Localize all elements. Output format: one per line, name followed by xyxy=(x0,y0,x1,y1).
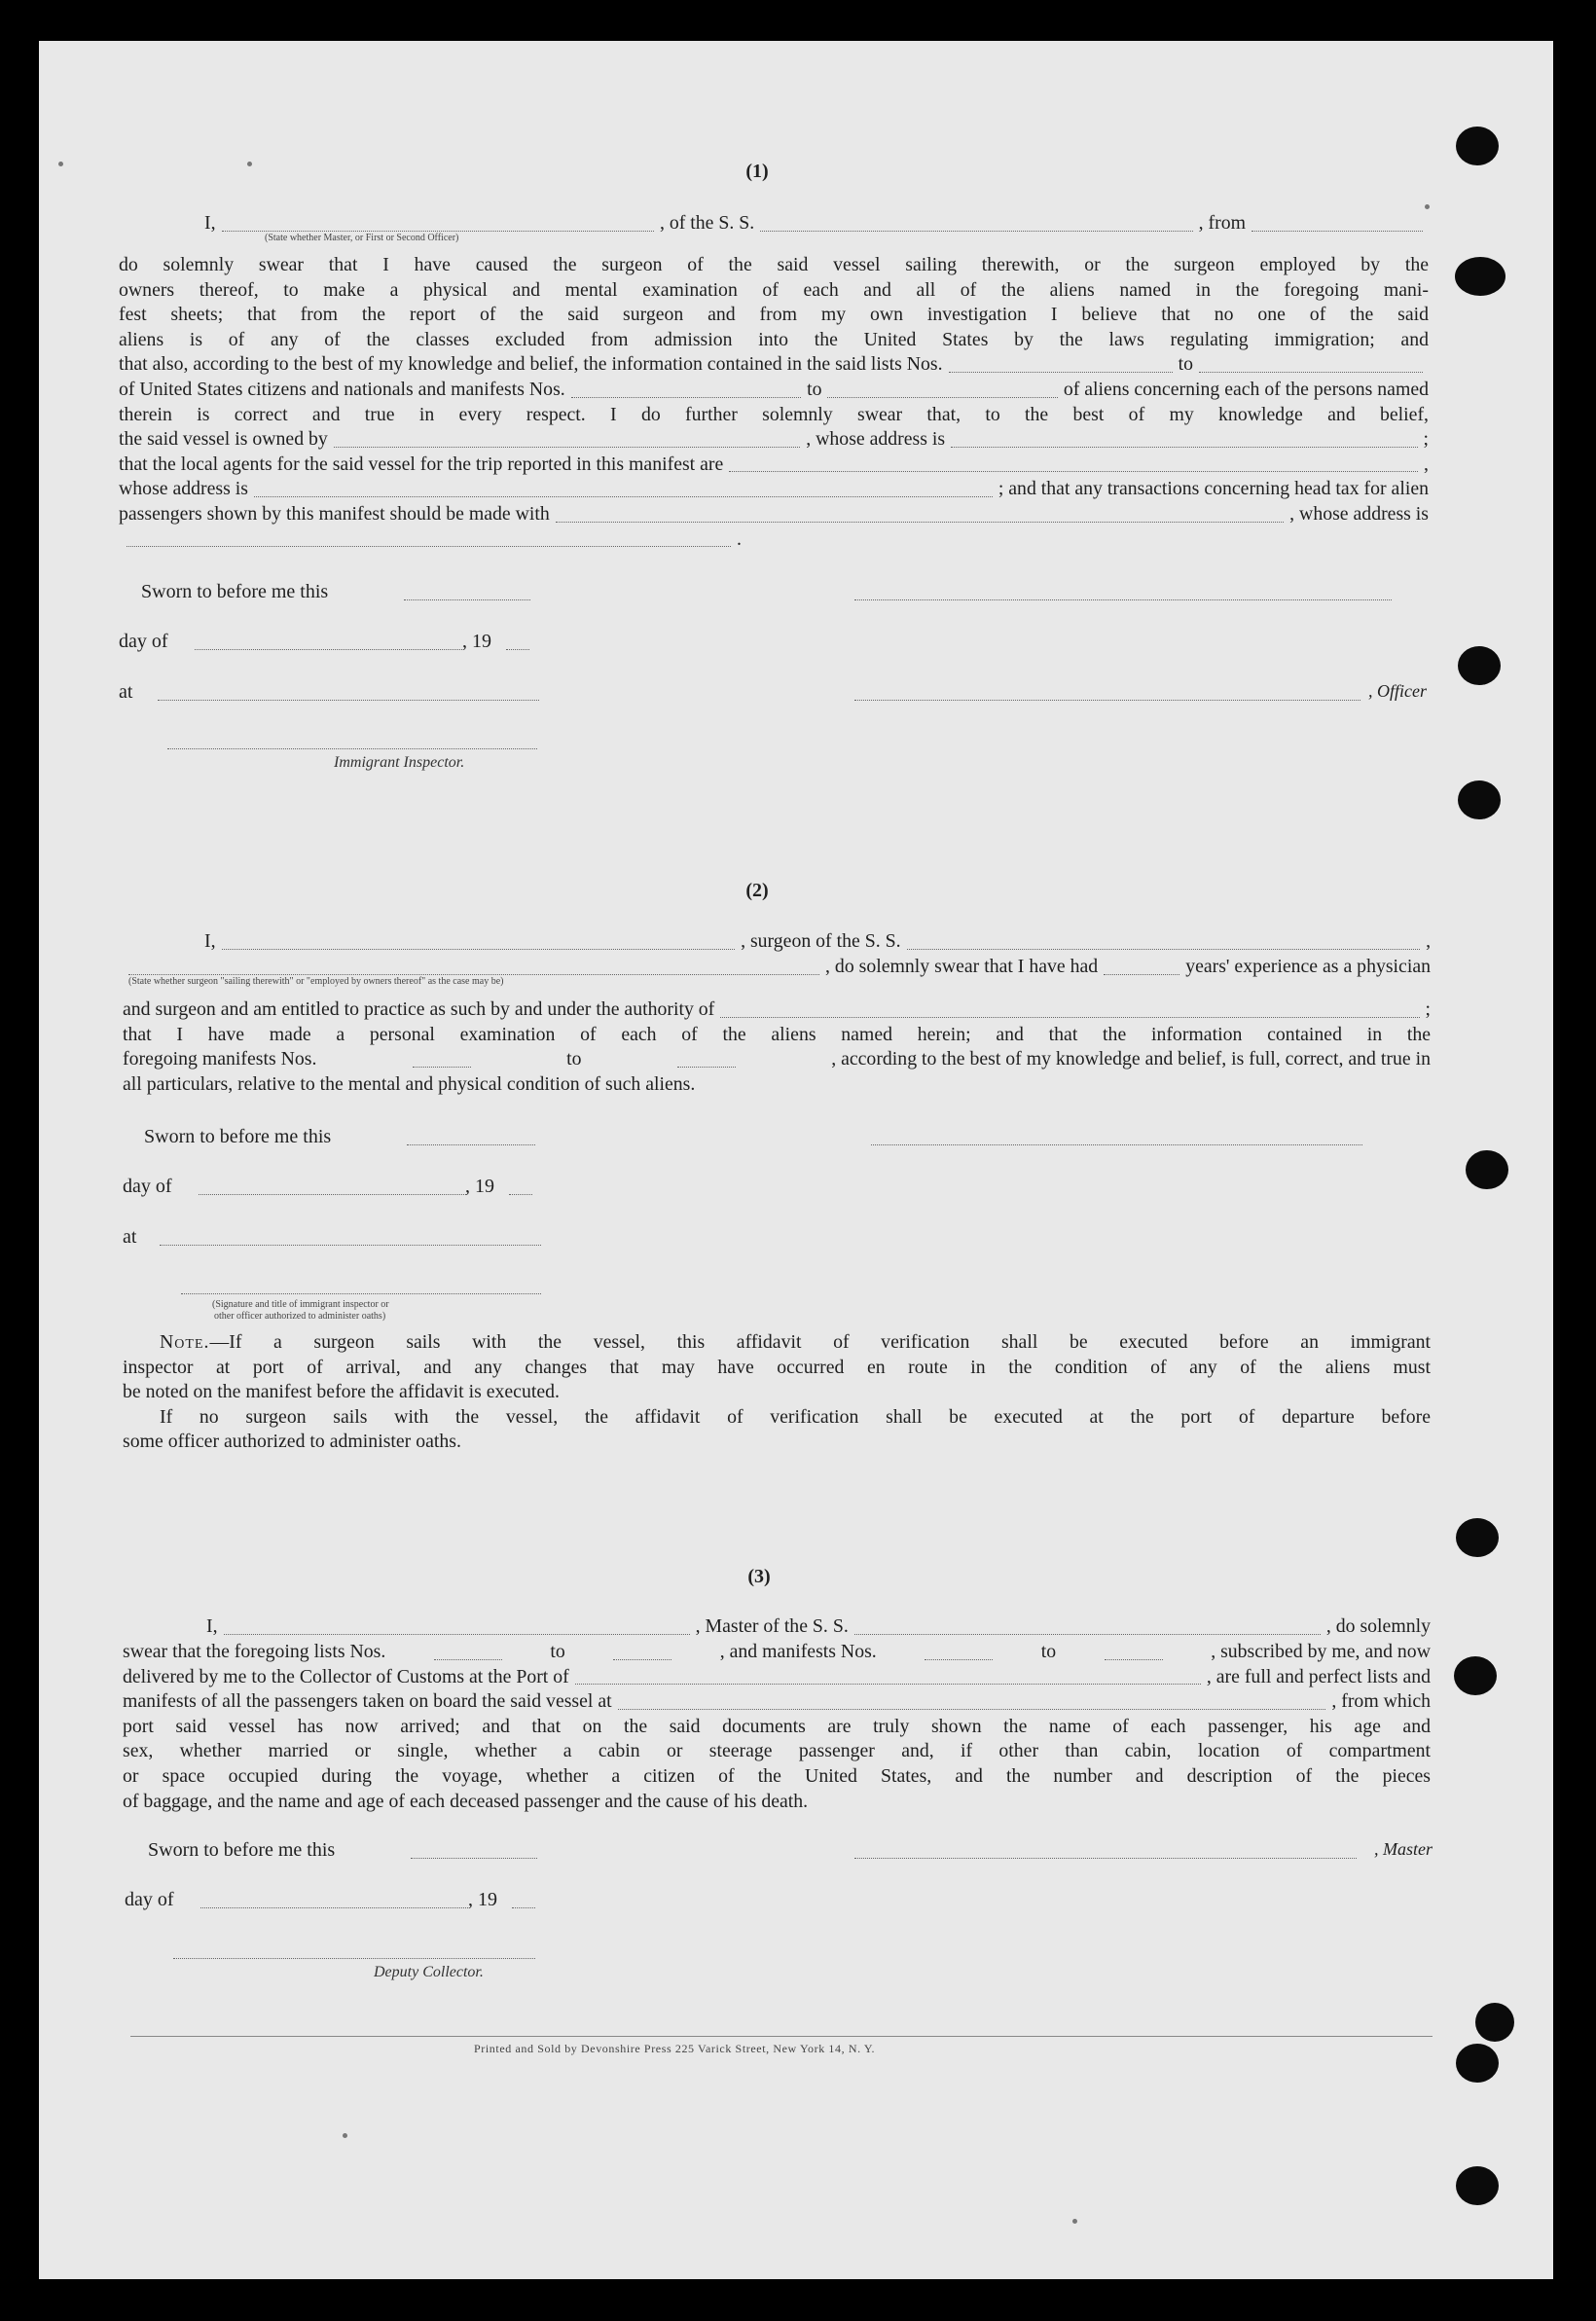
section-1-officer-field[interactable] xyxy=(854,700,1360,701)
speck xyxy=(247,162,252,166)
section-1-at-label: at xyxy=(119,681,133,703)
speck xyxy=(58,162,63,166)
punch-hole xyxy=(1466,1150,1508,1189)
section-1-day-of-field[interactable] xyxy=(195,649,462,650)
section-2-inspector-signature-field[interactable] xyxy=(181,1293,541,1294)
punch-hole xyxy=(1454,1656,1497,1695)
section-2-sworn-label: Sworn to before me this xyxy=(144,1126,332,1147)
section-1-officer-label: , Officer xyxy=(1368,681,1427,701)
section-2-line-2: , do solemnly swear that I have had years' experience as a physician xyxy=(123,955,1431,980)
section-3-year-label: , 19 xyxy=(468,1889,497,1910)
punch-hole xyxy=(1456,2166,1499,2205)
section-2-sworn-date-field[interactable] xyxy=(407,1144,535,1145)
section-3-master-label: , Master xyxy=(1374,1839,1433,1859)
section-1-officer-signature-field[interactable] xyxy=(854,599,1392,600)
section-2-number: (2) xyxy=(745,880,769,901)
section-2-day-of-label: day of xyxy=(123,1176,172,1197)
section-2-surgeon-signature-field[interactable] xyxy=(871,1144,1362,1145)
section-3-master-signature-field[interactable] xyxy=(854,1858,1357,1859)
section-2-body: and surgeon and am entitled to practice as such by and under the authority of ; that I have made a personal examination of each of the aliens named herein; and that the information contained in the foregoing manifests Nos. to , according to the best of my knowledge and belief, is full, correct, and true in all particulars, relative to the mental and physical condition of such aliens. xyxy=(123,998,1431,1095)
speck xyxy=(343,2133,347,2138)
section-3-body: swear that the foregoing lists Nos. to , and manifests Nos. to , subscribed by me, and now delivered by me to the Collector of Customs at the Port of , are full and perfect lists and manifests of all the passengers taken on board the said vessel at , from which port said vessel has now arrived; and that on the said documents are truly shown the name of each passenger, his age and sex, whether married or single, whether a cabin or steerage passenger and, if other than cabin, location of compartment or space occupied during the voyage, whether a citizen of the United States, and the number and description of the pieces of baggage, and the name and age of each deceased passenger and the cause of his death. xyxy=(123,1641,1431,1812)
section-2-year-field[interactable] xyxy=(509,1194,532,1195)
section-1-at-field[interactable] xyxy=(158,700,539,701)
section-1-line-1: I, , of the S. S. , from xyxy=(167,211,1429,236)
section-3-number: (3) xyxy=(747,1566,771,1587)
section-2-day-of-field[interactable] xyxy=(199,1194,466,1195)
punch-hole xyxy=(1456,2044,1499,2083)
section-1-year-label: , 19 xyxy=(462,631,491,652)
section-3-collector-signature-field[interactable] xyxy=(173,1958,535,1959)
speck xyxy=(1072,2219,1077,2224)
footer-printer-credit: Printed and Sold by Devonshire Press 225 Varick Street, New York 14, N. Y. xyxy=(474,2042,876,2055)
punch-hole xyxy=(1456,1518,1499,1557)
section-2-year-label: , 19 xyxy=(465,1176,494,1197)
section-2-at-field[interactable] xyxy=(160,1245,541,1246)
section-2-note: Note.—If a surgeon sails with the vessel, this affidavit of verification shall be executed before an immigrant inspector at port of arrival, and any changes that may have occurred en route in the condition of any of the aliens must be noted on the manifest before the affidavit is executed. If no surgeon sails with the vessel, the affidavit of verification shall be executed at the port of departure before some officer authorized to administer oaths. xyxy=(123,1331,1431,1453)
section-2-signature-caption-1: (Signature and title of immigrant inspector or xyxy=(212,1299,389,1310)
section-2-signature-caption-2: other officer authorized to administer oaths) xyxy=(214,1311,386,1322)
section-3-sworn-date-field[interactable] xyxy=(411,1858,537,1859)
section-3-day-of-label: day of xyxy=(125,1889,174,1910)
section-3-year-field[interactable] xyxy=(512,1907,535,1908)
section-2-line-1: I, , surgeon of the S. S. , xyxy=(204,930,1432,952)
punch-hole xyxy=(1475,2003,1514,2042)
section-1-day-of-label: day of xyxy=(119,631,168,652)
punch-hole xyxy=(1458,646,1501,685)
section-3-day-of-field[interactable] xyxy=(200,1907,468,1908)
note-label: Note. xyxy=(160,1331,210,1353)
section-1-year-field[interactable] xyxy=(506,649,529,650)
section-1-inspector-label: Immigrant Inspector. xyxy=(334,754,465,771)
section-3-deputy-label: Deputy Collector. xyxy=(374,1964,484,1980)
section-1-inspector-signature-field[interactable] xyxy=(167,748,537,749)
punch-hole xyxy=(1456,127,1499,165)
section-1-number: (1) xyxy=(745,161,769,182)
section-1-caption: (State whether Master, or First or Second Officer) xyxy=(265,233,459,243)
section-1-sworn-label: Sworn to before me this xyxy=(141,581,329,602)
form-page xyxy=(39,41,1553,2279)
footer-rule xyxy=(130,2036,1433,2037)
speck xyxy=(1425,204,1430,209)
section-2-caption: (State whether surgeon "sailing therewith" or "employed by owners thereof" as the case may be) xyxy=(128,976,504,987)
section-2-at-label: at xyxy=(123,1226,137,1248)
section-1-body: do solemnly swear that I have caused the surgeon of the said vessel sailing therewith, or the surgeon employed by the owners thereof, to make a physical and mental examination of each and all of the aliens named in the foregoing mani- fest sheets; that from the report of the said surgeon and from my own investigation I believe that no one of the said aliens is of any of the classes excluded from admission into the United States by the laws regulating immigration; and that also, according to the best of my knowledge and belief, the information contained in the said lists Nos. to of United States citizens and nationals and manifests Nos. to of aliens concerning each of the persons named therein is correct and true in every respect. I do further solemnly swear that, to the best of my knowledge and belief, the said vessel is owned by , whose address is ; that the local agents for the said vessel for the trip reported in this manifest are , whose address is ; and that any transactions concerning head tax for alien passengers shown by this manifest should be made with , whose address is . xyxy=(119,254,1430,550)
section-1-sworn-date-field[interactable] xyxy=(404,599,530,600)
section-3-sworn-label: Sworn to before me this xyxy=(148,1839,336,1861)
section-3-line-1: I, , Master of the S. S. , do solemnly xyxy=(206,1615,1431,1637)
punch-hole xyxy=(1455,257,1505,296)
punch-hole xyxy=(1458,780,1501,819)
